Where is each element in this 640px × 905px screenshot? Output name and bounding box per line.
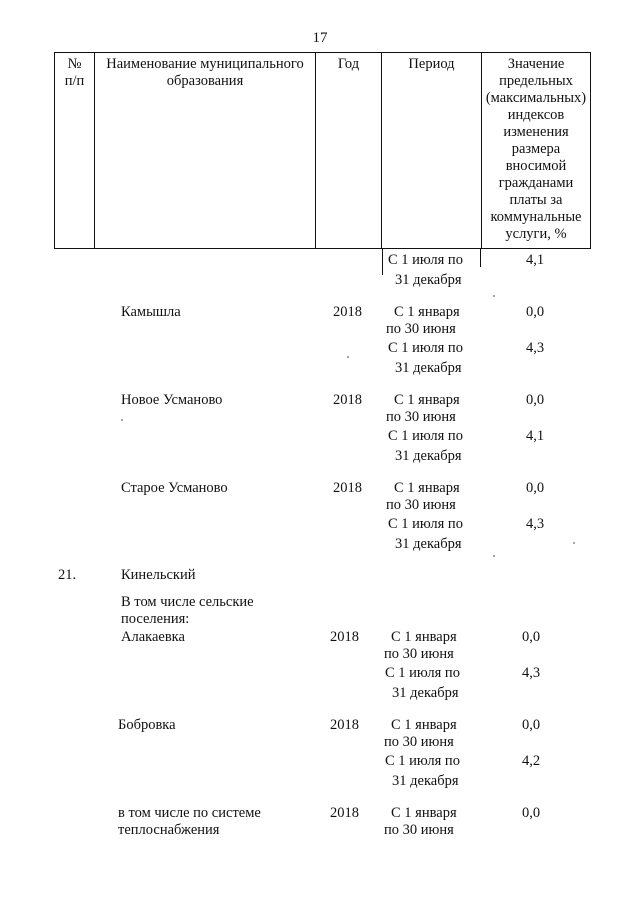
- value-cell: 0,0: [525, 304, 545, 320]
- period-line: по 30 июня: [384, 734, 454, 750]
- period-line: 31 декабря: [395, 536, 462, 552]
- period-line: С 1 июля по: [385, 665, 460, 681]
- year-cell: 2018: [333, 392, 362, 408]
- period-line: С 1 января: [394, 392, 460, 408]
- period-line: С 1 января: [394, 304, 460, 320]
- value-cell: 4,3: [525, 516, 545, 532]
- period-line: по 30 июня: [384, 646, 454, 662]
- year-cell: 2018: [330, 805, 359, 821]
- period-line: 31 декабря: [392, 685, 459, 701]
- period-line: по 30 июня: [384, 822, 454, 838]
- value-cell: 0,0: [521, 805, 541, 821]
- header-period: Период: [382, 53, 482, 249]
- period-line: по 30 июня: [386, 321, 456, 337]
- year-cell: 2018: [333, 480, 362, 496]
- period-line: С 1 января: [391, 717, 457, 733]
- value-cell: 4,3: [525, 340, 545, 356]
- column-divider: [480, 249, 481, 267]
- municipality-name: Алакаевка: [121, 629, 185, 645]
- period-line: 31 декабря: [392, 773, 459, 789]
- header-value: Значение предельных (максимальных) индексов изменения размера вносимой гражданами платы за коммунальные услуги, %: [482, 53, 591, 249]
- municipality-name: Бобровка: [118, 717, 176, 733]
- municipality-name: Новое Усманово: [121, 392, 223, 408]
- value-cell: 0,0: [521, 717, 541, 733]
- scan-speck: [347, 356, 349, 358]
- period-line: С 1 июля по: [388, 428, 463, 444]
- value-cell: 4,2: [521, 753, 541, 769]
- period-line: 31 декабря: [395, 360, 462, 376]
- period-line: по 30 июня: [386, 409, 456, 425]
- municipality-name: Старое Усманово: [121, 480, 228, 496]
- year-cell: 2018: [330, 629, 359, 645]
- table-header: [54, 52, 591, 249]
- scan-speck: [493, 555, 495, 557]
- municipality-name: в том числе по системе теплоснабжения: [118, 805, 261, 838]
- header-name: Наименование муниципального образования: [95, 53, 316, 249]
- period-line: С 1 июля по: [385, 753, 460, 769]
- value-cell: 4,3: [521, 665, 541, 681]
- period-line: С 1 января: [391, 805, 457, 821]
- subheading: В том числе сельские поселения:: [121, 594, 254, 627]
- period-line: С 1 июля по: [388, 252, 463, 268]
- district-name: Кинельский: [121, 567, 196, 583]
- period-line: С 1 января: [391, 629, 457, 645]
- municipality-name: Камышла: [121, 304, 181, 320]
- value-cell: 4,1: [525, 252, 545, 268]
- value-cell: 4,1: [525, 428, 545, 444]
- column-divider: [382, 249, 383, 275]
- value-cell: 0,0: [521, 629, 541, 645]
- period-line: 31 декабря: [395, 272, 462, 288]
- period-line: 31 декабря: [395, 448, 462, 464]
- value-cell: 0,0: [525, 392, 545, 408]
- scan-speck: [573, 542, 575, 544]
- header-year: Год: [316, 53, 382, 249]
- year-cell: 2018: [330, 717, 359, 733]
- row-number: 21.: [58, 567, 77, 583]
- scan-speck: [121, 419, 123, 421]
- value-cell: 0,0: [525, 480, 545, 496]
- scan-speck: [493, 295, 495, 297]
- period-line: С 1 января: [394, 480, 460, 496]
- period-line: С 1 июля по: [388, 516, 463, 532]
- period-line: по 30 июня: [386, 497, 456, 513]
- page-number: 17: [312, 30, 328, 46]
- year-cell: 2018: [333, 304, 362, 320]
- period-line: С 1 июля по: [388, 340, 463, 356]
- header-num: № п/п: [55, 53, 95, 249]
